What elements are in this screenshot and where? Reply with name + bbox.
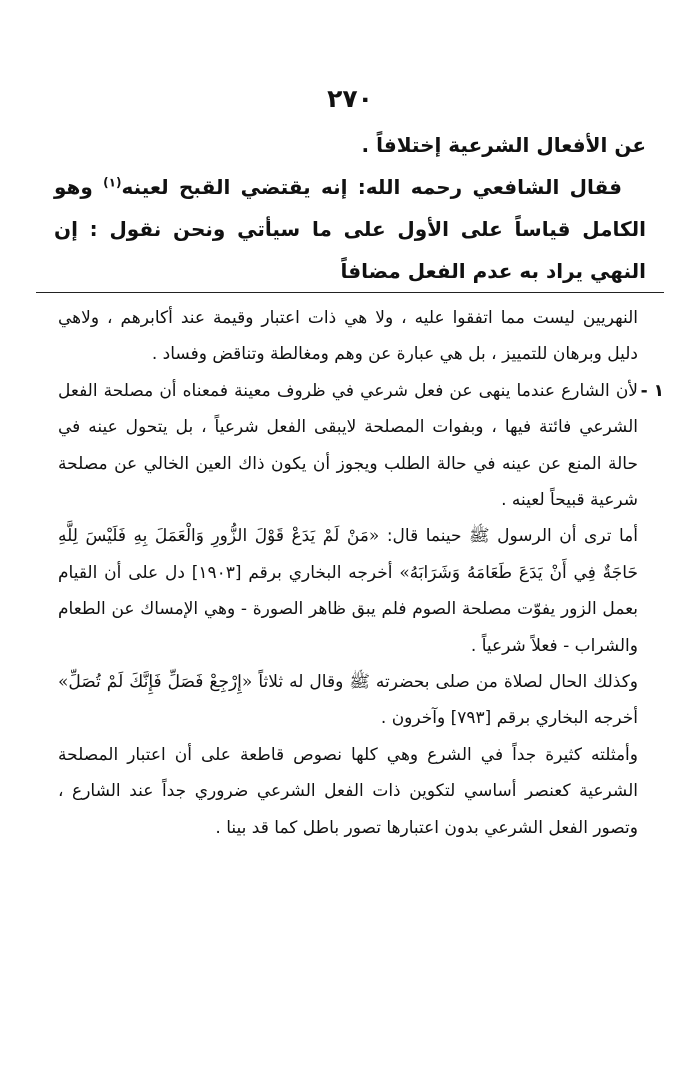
- footnote-1-p2-intro: أما ترى أن الرسول ﷺ حينما قال:: [379, 526, 638, 547]
- footnote-1-p2-rest: أخرجه البخاري برقم [١٩٠٣] دل على أن القيام بعمل الزور يفوّت مصلحة الصوم فلم يبق ظاهر الصورة - وهي الإمساك عن الطعام والشراب - فعلاً شرعياً .: [58, 562, 638, 656]
- main-paragraph-2: [54, 166, 646, 292]
- footnote-divider: [36, 292, 664, 293]
- footnote-1-paragraph-2: [58, 518, 638, 664]
- footnote-1-p3-intro: وكذلك الحال لصلاة من صلى بحضرته ﷺ وقال له ثلاثاً: [252, 672, 639, 693]
- hadith-quote-2: «إِرْجِعْ فَصَلِّ فَإِنَّكَ لَمْ تُصَلِّ»: [58, 672, 253, 693]
- footnote-continuation: النهريين ليست مما اتفقوا عليه ، ولا هي ذات اعتبار وقيمة عند أكابرهم ، ولاهي دليل وبرهان للتمييز ، بل هي عبارة عن وهم ومغالطة وتناقض وفساد .: [58, 308, 638, 365]
- page-number: ٢٧٠: [327, 84, 373, 113]
- footnote-1-marker: ١ -: [640, 380, 664, 401]
- footnote-1-paragraph-1: لأن الشارع عندما ينهى عن فعل شرعي في ظروف معينة فمعناه أن مصلحة الفعل الشرعي فائتة فيها ، وبفوات المصلحة لايبقى الفعل شرعياً ، بل يتحول عينه في حالة المنع عن عينه في حالة الطلب ويجوز أن يكون ذاك العين الخالي عن مصلحة شرعية قبيحاً لعينه .: [58, 380, 638, 511]
- footnote-1-paragraph-4: وأمثلته كثيرة جداً في الشرع وهي كلها نصوص قاطعة على أن اعتبار المصلحة الشرعية كعنصر أساسي لتكوين ذات الفعل الشرعي ضروري جداً عند الشارع ، وتصور الفعل الشرعي بدون اعتبارها تصور باطل كما قد بينا .: [58, 744, 638, 838]
- footnotes-section: [58, 300, 664, 846]
- footnote-1-paragraph-3: [58, 664, 638, 737]
- main-paragraph-2-text: فقال الشافعي رحمه الله: إنه يقتضي القبح لعينه: [121, 175, 622, 199]
- footnote-1: [58, 373, 664, 519]
- hadith-quote-1: «مَنْ لَمْ يَدَعْ قَوْلَ الزُّورِ وَالْعَمَلَ بِهِ فَلَيْسَ لِلَّهِ حَاجَةٌ فِي أَنْ يَدَعَ طَعَامَهُ وَشَرَابَهُ»: [58, 526, 638, 583]
- footnote-reference: (١): [103, 175, 122, 190]
- footnote-1-p3-rest: أخرجه البخاري برقم [٧٩٣] وآخرون .: [380, 708, 638, 729]
- main-text: [54, 124, 646, 292]
- main-line-1: عن الأفعال الشرعية إختلافاً .: [361, 133, 646, 157]
- main-paragraph-2-tail: وهو الكامل قياساً على الأول على ما سيأتي ونحن نقول : إن النهي يراد به عدم الفعل مضافاً: [54, 175, 646, 283]
